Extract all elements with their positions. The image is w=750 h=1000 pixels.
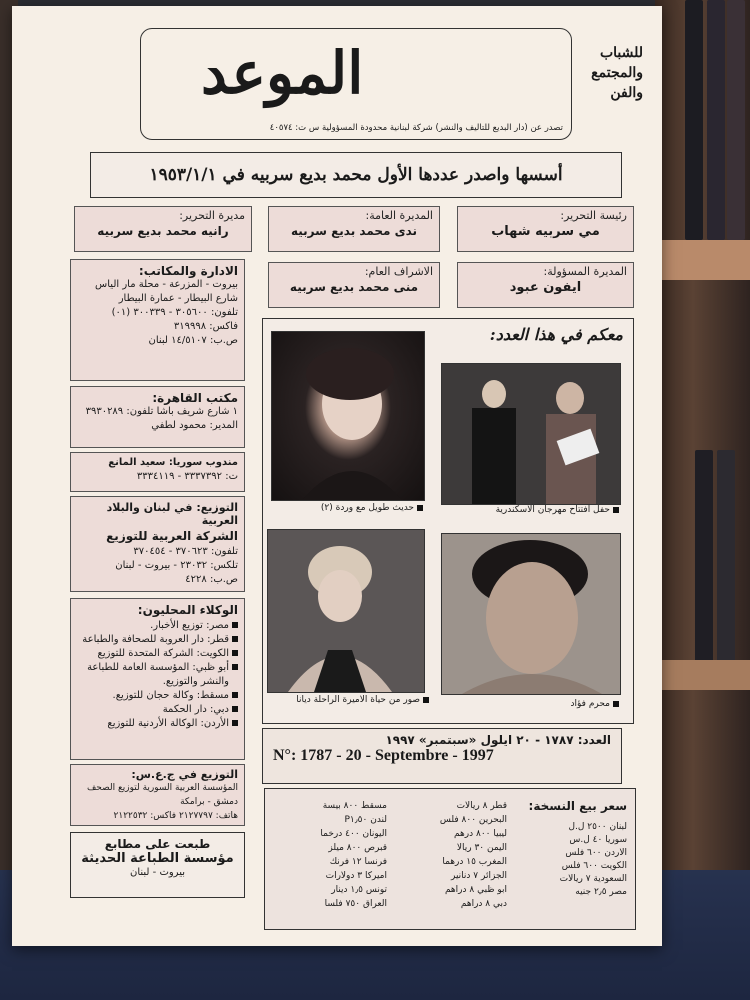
publisher-line: تصدر عن (دار البديع للتاليف والنشر) شركة لبنانية محدودة المسؤولية س ت: ٤٠٥٧٤ <box>269 123 563 133</box>
cairo-office-box: مكتب القاهرة: ١ شارع شريف باشا تلفون: ٣٩٣٠٢٨٩ المدير: محمود لطفي <box>70 386 245 448</box>
staff-supervisor: الاشراف العام: منى محمد بديع سربيه <box>268 262 440 308</box>
offices-box: الادارة والمكاتب: بيروت - المزرعة - محلة مار الياس شارع البيطار - عمارة البيطار تلفون: ٣٠٥٦٠٠ - ٣٠٠٣٣٩ (٠١) فاكس: ٣١٩٩٩٨ ص.ب: ١٤/٥١٠٧ لبنان <box>70 259 245 381</box>
magazine-page <box>12 6 662 946</box>
printer-box: طبعت على مطابع مؤسسة الطباعة الحديثة بيروت - لبنان <box>70 832 245 898</box>
bookshelf <box>655 0 750 1000</box>
photo-diana <box>267 529 425 693</box>
prices-col-1: سعر بيع النسخة: لبنان ٢٥٠٠ ل.ل سوريا ٤٠ ل.س الاردن ٦٠٠ فلس الكويت ٦٠٠ فلس السعودية ٧ ريالات مصر ٢٫٥ جنيه <box>528 799 627 897</box>
caption-alexandria-festival: حفل افتتاح مهرجان الاسكندرية <box>443 505 619 515</box>
prices-col-2: قطر ٨ ريالات البحرين ٨٠٠ فلس ليبيا ٨٠٠ درهم اليمن ٣٠ ريالا المغرب ١٥ درهما الجزائر ٧ دنانير ابو ظبي ٨ دراهم دبي ٨ دراهم <box>439 801 507 909</box>
issue-box: العدد: ١٧٨٧ - ٢٠ ايلول «سبتمبر» ١٩٩٧ N°: 1787 - 20 - Septembre - 1997 <box>262 728 622 784</box>
caption-warda: حديث طويل مع وردة (٢) <box>273 503 423 513</box>
caption-diana: صور من حياة الاميرة الراحلة ديانا <box>269 695 429 705</box>
tagline: للشباب والمجتمع والفن <box>591 45 643 101</box>
in-this-issue-panel <box>262 318 634 724</box>
syria-distribution-box: التوزيع في ج.ع.س: المؤسسة العربية السورية لتوزيع الصحف دمشق - برامكة هاتف: ٢١٢٧٧٩٧ فاكس: ٢١٢٢٥٣٢ <box>70 764 245 826</box>
staff-general-manager: المديرة العامة: ندى محمد بديع سربيه <box>268 206 440 252</box>
syria-rep-box: مندوب سوريا: سعيد المانع ت: ٣٣٣٧٣٩٢ - ٣٣٣٤١١٩ <box>70 452 245 492</box>
logo: الموعد <box>201 39 364 107</box>
staff-editor-in-chief: رئيسة التحرير: مي سربيه شهاب <box>457 206 634 252</box>
prices-col-3: مسقط ٨٠٠ بيسة لندن P١٫٥٠ اليونان ٤٠٠ درخما قبرص ٨٠٠ ميلز فرنسا ١٢ فرنك اميركا ٣ دولارات تونس ١٫٥ دينار العراق ٧٥٠ فلسا <box>320 801 387 909</box>
in-this-issue-title: معكم في هذا العدد: <box>489 325 623 344</box>
photo-moharram-fouad <box>441 533 621 695</box>
prices-box <box>264 788 636 930</box>
founder-banner: أسسها واصدر عددها الأول محمد بديع سربيه في ١٩٥٣/١/١ <box>90 152 622 198</box>
staff-responsible-manager: المديرة المسؤولة: ايفون عبود <box>457 262 634 308</box>
distribution-box: التوزيع: في لبنان والبلاد العربية الشركة العربية للتوزيع تلفون: ٣٧٠٦٢٣ - ٣٧٠٤٥٤ تلكس: ٢٣٠٣٢ - بيروت - لبنان ص.ب: ٤٢٢٨ <box>70 496 245 592</box>
local-agents-box: الوكلاء المحليون: مصر: توزيع الأخبار. قطر: دار العروبة للصحافة والطباعة الكويت: الشركة المتحدة للتوزيع أبو ظبي: المؤسسة العامة للطباعة والنشر والتوزيع. مسقط: وكالة حجان للتوزيع. دبي: دار الحكمة الأردن: الوكالة الأردنية للتوزيع <box>70 598 245 760</box>
photo-warda <box>271 331 425 501</box>
caption-moharram-fouad: محرم فؤاد <box>443 699 619 709</box>
photo-alexandria-festival <box>441 363 621 505</box>
masthead <box>140 28 643 140</box>
staff-managing-editor: مديرة التحرير: رانيه محمد بديع سربيه <box>74 206 252 252</box>
